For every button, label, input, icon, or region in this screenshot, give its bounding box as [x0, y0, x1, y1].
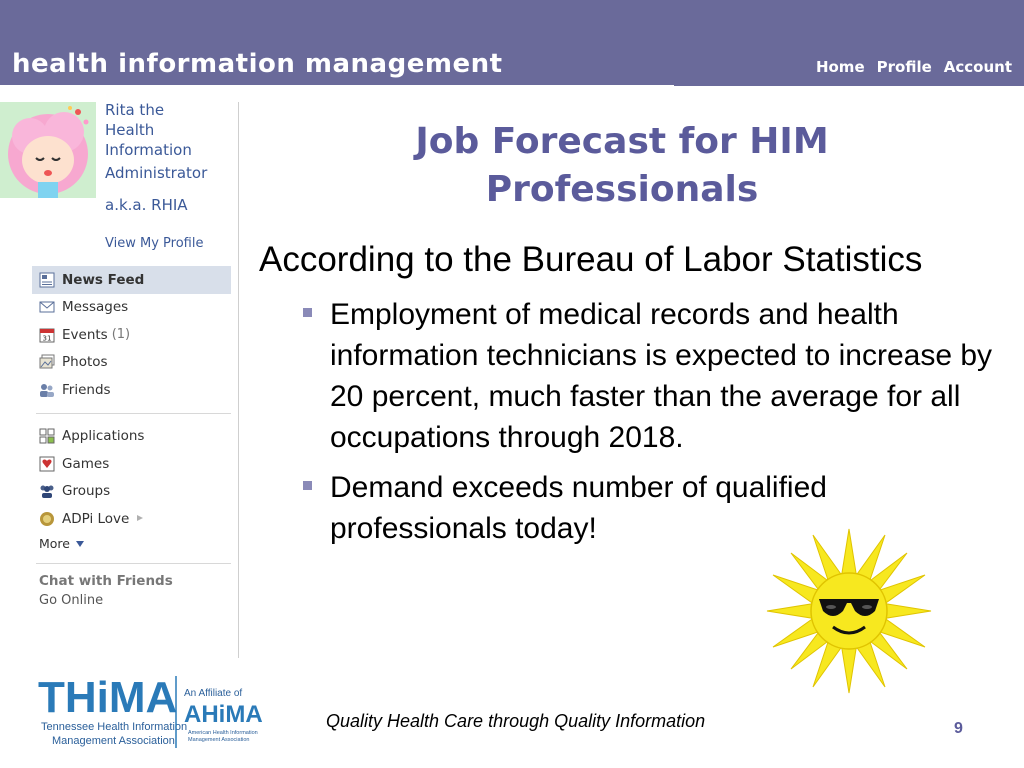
- events-count: (1): [111, 327, 131, 343]
- go-online-link[interactable]: Go Online: [39, 592, 104, 608]
- slide-title-line: Job Forecast for HIM: [415, 121, 829, 162]
- profile-name-line: Administrator: [105, 164, 208, 182]
- friends-icon: [38, 381, 56, 399]
- sidebar-item-applications[interactable]: [32, 423, 231, 451]
- arrow-right-icon: [135, 510, 145, 528]
- bullet-text: Demand exceeds number of qualified professionals today!: [330, 471, 827, 545]
- profile-name: [105, 100, 235, 183]
- profile-name-line: Information: [105, 141, 192, 159]
- sidebar-item-photos[interactable]: [32, 349, 231, 377]
- games-icon: [38, 455, 56, 473]
- sidebar-item-label: Groups: [62, 483, 111, 500]
- adpi-icon: [38, 510, 56, 528]
- sidebar-item-label: Messages: [62, 299, 129, 316]
- sidebar-item-label: Friends: [62, 381, 111, 398]
- more-label: More: [39, 536, 70, 551]
- photos-icon: [38, 353, 56, 371]
- chevron-down-icon: [75, 536, 85, 551]
- nav-account-link[interactable]: Account: [943, 58, 1012, 76]
- section-title: health information management: [12, 49, 503, 79]
- view-profile-link[interactable]: View My Profile: [105, 236, 204, 251]
- bullet-list: [300, 294, 1010, 558]
- bullet-square-icon: [303, 308, 312, 317]
- sidebar-separator: [36, 413, 231, 414]
- sidebar-item-games[interactable]: [32, 450, 231, 478]
- svg-text:An Affiliate of: An Affiliate of: [184, 688, 243, 699]
- bullet-item: [300, 294, 1010, 458]
- slide-title: [388, 118, 856, 214]
- profile-name-line: Rita the: [105, 101, 165, 119]
- svg-text:31: 31: [42, 334, 52, 343]
- sidebar-item-label: ADPi Love: [62, 510, 130, 527]
- nav-profile-link[interactable]: Profile: [876, 58, 932, 76]
- svg-text:AHiMA: AHiMA: [184, 701, 263, 728]
- svg-text:Tennessee Health Information: Tennessee Health Information: [41, 721, 188, 733]
- messages-icon: [38, 298, 56, 316]
- page-number: 9: [954, 720, 963, 737]
- profile-name-line: Health: [105, 121, 155, 139]
- calendar-icon: [38, 326, 56, 344]
- avatar: [0, 102, 96, 198]
- sidebar-item-adpi-love[interactable]: [32, 505, 231, 533]
- more-button[interactable]: [32, 533, 231, 555]
- footer-tagline: Quality Health Care through Quality Information: [326, 711, 706, 731]
- bullet-square-icon: [303, 481, 312, 490]
- title-underline: [0, 85, 674, 87]
- profile-aka: a.k.a. RHIA: [105, 196, 188, 214]
- svg-text:American Health Information: American Health Information: [188, 730, 258, 736]
- sidebar-item-label: News Feed: [62, 271, 145, 288]
- sidebar-item-label: Applications: [62, 428, 145, 445]
- sidebar-item-label: Events: [62, 326, 108, 343]
- svg-text:Management Association: Management Association: [52, 735, 175, 747]
- svg-text:Management Association: Management Association: [188, 737, 250, 743]
- thima-logo: [38, 668, 268, 752]
- sidebar-separator: [36, 563, 231, 564]
- sidebar-item-label: Photos: [62, 354, 108, 371]
- sidebar-item-news-feed[interactable]: [32, 266, 231, 294]
- slide-title-line: Professionals: [485, 169, 759, 210]
- news-feed-icon: [38, 271, 56, 289]
- groups-icon: [38, 482, 56, 500]
- sidebar-item-groups[interactable]: [32, 478, 231, 506]
- sidebar-item-label: Games: [62, 455, 110, 472]
- sidebar-item-events[interactable]: [32, 321, 231, 349]
- sidebar: [32, 266, 231, 615]
- sidebar-item-messages[interactable]: [32, 294, 231, 322]
- chat-heading: Chat with Friends: [39, 572, 173, 589]
- nav-home-link[interactable]: Home: [815, 58, 865, 76]
- sidebar-item-friends[interactable]: [32, 376, 231, 404]
- svg-text:THiMA: THiMA: [38, 673, 178, 722]
- bullet-text: Employment of medical records and health information technicians is expected to increase by 20 percent, much faster than the average for all occupations through 2018.: [330, 298, 993, 454]
- applications-icon: [38, 427, 56, 445]
- sidebar-divider: [238, 102, 239, 658]
- sun-sunglasses-icon: [765, 527, 933, 695]
- intro-text: According to the Bureau of Labor Statistics: [259, 240, 923, 279]
- top-nav: [816, 58, 1012, 76]
